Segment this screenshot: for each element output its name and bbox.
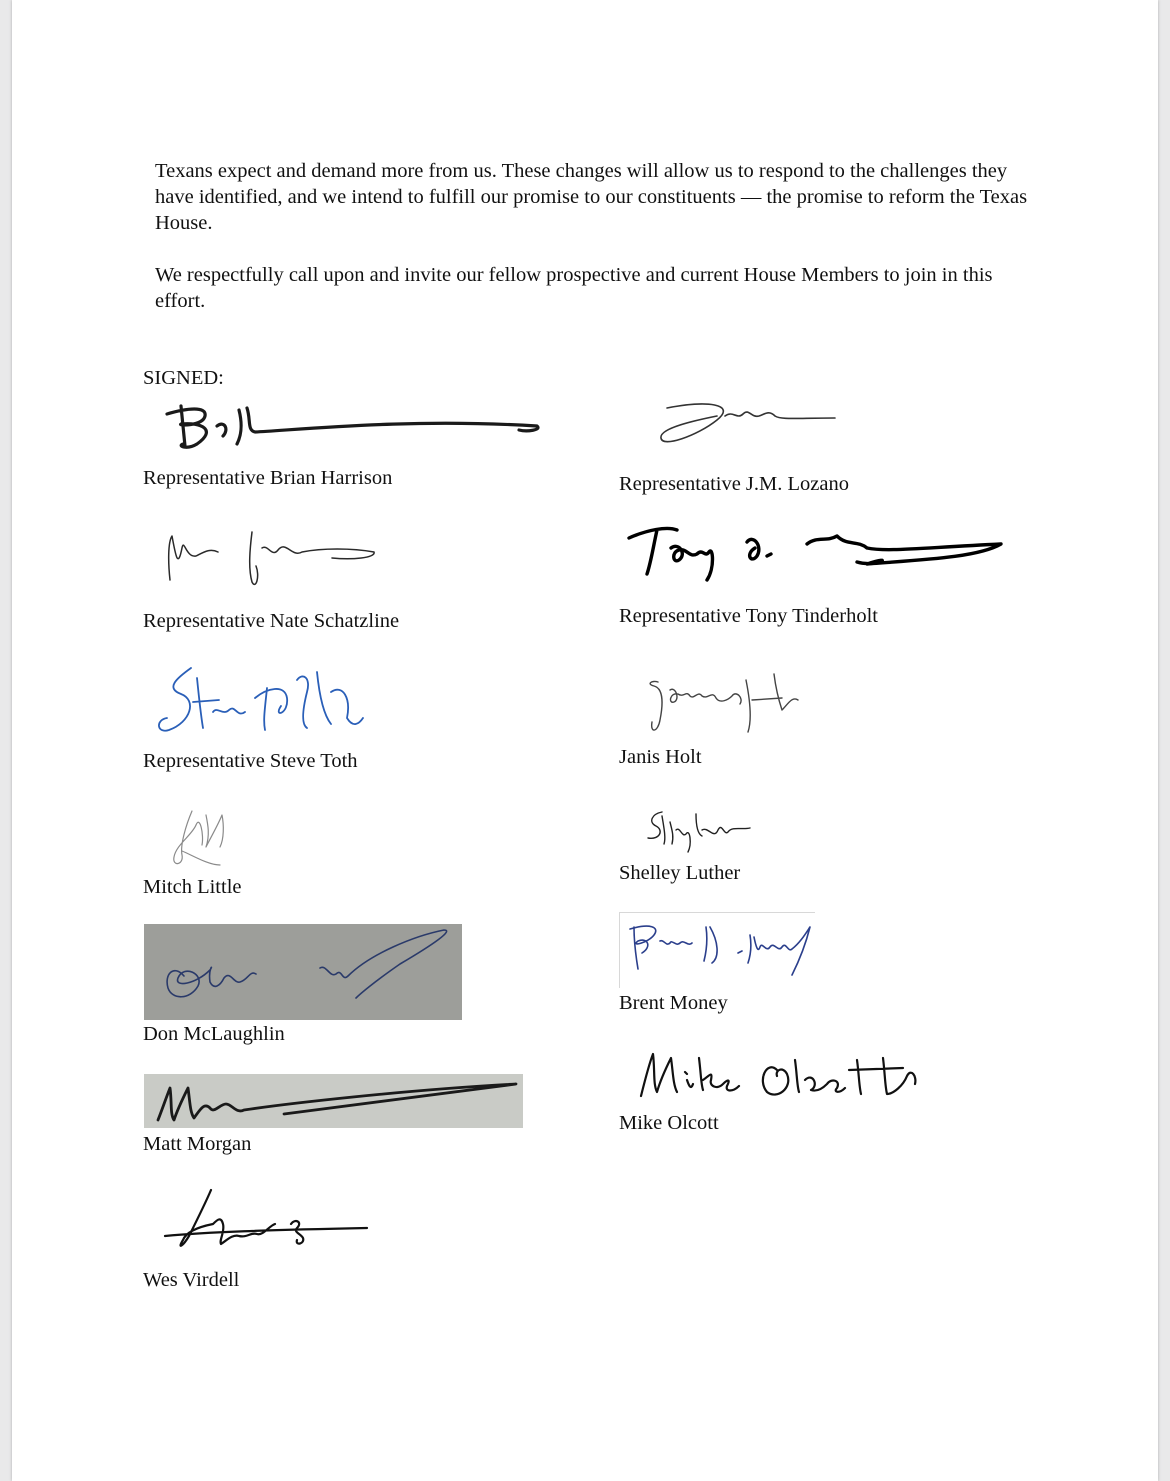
paragraph-2: We respectfully call upon and invite our fellow prospective and current House Members to join in this effort.	[155, 264, 993, 312]
signer-name-janis-holt: Janis Holt	[619, 746, 702, 768]
signature-shelley-luther	[632, 800, 772, 860]
signature-matt-morgan	[144, 1074, 523, 1128]
signature-brian-harrison	[147, 396, 547, 456]
signer-name-jm-lozano: Representative J.M. Lozano	[619, 473, 849, 495]
signer-name-tony-tinderholt: Representative Tony Tinderholt	[619, 605, 878, 627]
signature-stroke	[174, 811, 224, 865]
signer-name-matt-morgan: Matt Morgan	[143, 1133, 252, 1155]
signer-name-brent-money: Brent Money	[619, 992, 728, 1014]
signature-stroke	[167, 930, 446, 998]
paragraph-1: Texans expect and demand more from us. These changes will allow us to respond to the challenges they have identified, and we intend to fulfill our promise to our constituents — the promise to reform the Texas House.	[155, 160, 1028, 234]
signature-stroke	[165, 1190, 367, 1246]
signature-nate-schatzline	[152, 518, 392, 598]
signer-name-mitch-little: Mitch Little	[143, 876, 242, 898]
signature-tony-tinderholt	[617, 518, 1007, 588]
signed-label: SIGNED:	[143, 367, 224, 389]
signer-name-shelley-luther: Shelley Luther	[619, 862, 741, 884]
signer-name-don-mclaughlin: Don McLaughlin	[143, 1023, 285, 1045]
signer-name-nate-schatzline: Representative Nate Schatzline	[143, 610, 400, 632]
signature-janis-holt	[632, 660, 812, 740]
signer-name-steve-toth: Representative Steve Toth	[143, 750, 358, 772]
signer-name-mike-olcott: Mike Olcott	[619, 1112, 719, 1134]
signer-name-brian-harrison: Representative Brian Harrison	[143, 467, 393, 489]
signature-stroke	[167, 406, 538, 447]
signature-mitch-little	[152, 795, 262, 875]
signature-stroke	[641, 1054, 915, 1096]
signature-brent-money	[620, 913, 815, 988]
signer-name-wes-virdell: Wes Virdell	[143, 1269, 240, 1291]
signature-stroke	[661, 404, 835, 442]
signature-stroke	[630, 926, 810, 975]
scanned-signature-box-don-mclaughlin	[144, 924, 462, 1020]
scanned-signature-box-matt-morgan	[144, 1074, 523, 1128]
signature-stroke	[629, 528, 1001, 580]
signature-steve-toth	[147, 658, 377, 742]
signature-stroke	[158, 1084, 516, 1120]
signature-wes-virdell	[147, 1180, 377, 1260]
signature-stroke	[169, 532, 374, 584]
signature-mike-olcott	[627, 1040, 937, 1110]
signature-stroke	[650, 674, 798, 732]
document-page	[12, 0, 1158, 1481]
signature-jm-lozano	[647, 396, 847, 451]
signature-stroke	[648, 812, 750, 852]
signature-stroke	[159, 668, 363, 731]
scanned-signature-box-brent-money	[619, 912, 815, 988]
signature-don-mclaughlin	[144, 924, 462, 1020]
